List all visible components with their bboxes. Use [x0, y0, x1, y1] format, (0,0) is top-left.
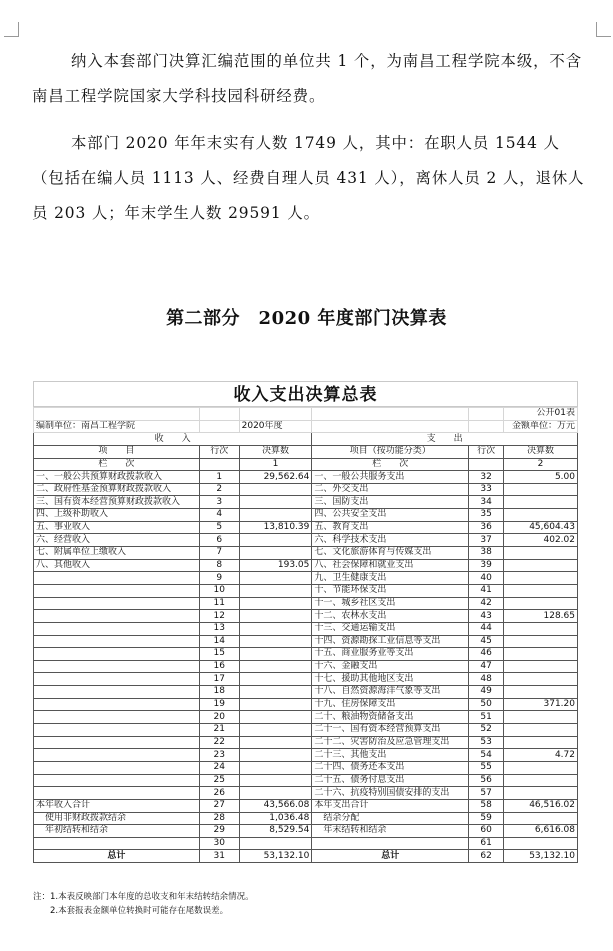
income-amount-cell: 43,566.08: [239, 799, 312, 812]
year-label: 2020年度: [239, 420, 312, 433]
spreadsheet-image: [33, 381, 578, 919]
form-code-row: [34, 408, 578, 421]
income-line-cell: 16: [199, 660, 239, 673]
expense-item-cell: 二十三、其他支出: [312, 749, 469, 762]
col-income-no: 1: [239, 458, 312, 471]
table-row: [34, 483, 578, 496]
expense-amount-cell: [504, 547, 578, 560]
expense-line-cell: 56: [469, 774, 504, 787]
expense-item-cell: 三、国防支出: [312, 496, 469, 509]
income-line-cell: 24: [199, 761, 239, 774]
income-line-cell: 30: [199, 837, 239, 850]
expense-line-cell: 58: [469, 799, 504, 812]
income-amount-cell: [239, 837, 312, 850]
expense-line-cell: 35: [469, 509, 504, 522]
income-amount-cell: [239, 711, 312, 724]
table-row: [34, 496, 578, 509]
income-amount-cell: [239, 496, 312, 509]
table-row: [34, 547, 578, 560]
expense-amount-cell: [504, 496, 578, 509]
expense-item-cell: 六、科学技术支出: [312, 534, 469, 547]
total-row: [34, 850, 578, 863]
table-row: [34, 812, 578, 825]
expense-amount-cell: [504, 635, 578, 648]
expense-line-cell: 42: [469, 597, 504, 610]
expense-line-cell: 36: [469, 521, 504, 534]
income-item-cell: 二、政府性基金预算财政拨款收入: [34, 483, 200, 496]
income-item-cell: 八、其他收入: [34, 559, 200, 572]
column-number-row: [34, 458, 578, 471]
expense-line-cell: 44: [469, 622, 504, 635]
income-amount-cell: 13,810.39: [239, 521, 312, 534]
income-item-cell: 六、经营收入: [34, 534, 200, 547]
section-title: 第二部分 2020 年度部门决算表: [166, 308, 447, 329]
income-line-cell: 15: [199, 648, 239, 661]
income-amount-cell: 29,562.64: [239, 471, 312, 484]
expense-item-cell: 十、节能环保支出: [312, 584, 469, 597]
income-amount-cell: [239, 483, 312, 496]
col-amount: 决算数: [239, 445, 312, 458]
income-amount-cell: [239, 622, 312, 635]
expense-item-cell: 十五、商业服务业等支出: [312, 648, 469, 661]
expense-line-cell: 50: [469, 698, 504, 711]
expense-line-cell: 33: [469, 483, 504, 496]
income-line-cell: 12: [199, 610, 239, 623]
income-item-cell: 四、上级补助收入: [34, 509, 200, 522]
income-amount-cell: [239, 698, 312, 711]
expense-line-cell: 53: [469, 736, 504, 749]
expense-amount-cell: [504, 572, 578, 585]
income-line-cell: 19: [199, 698, 239, 711]
col-row-label: 栏 次: [34, 458, 200, 471]
income-amount-cell: 53,132.10: [239, 850, 312, 863]
expense-amount-cell: 6,616.08: [504, 825, 578, 838]
expense-amount-cell: [504, 711, 578, 724]
income-amount-cell: [239, 648, 312, 661]
income-line-cell: 6: [199, 534, 239, 547]
expense-line-cell: 51: [469, 711, 504, 724]
expense-line-cell: 60: [469, 825, 504, 838]
income-item-cell: [34, 711, 200, 724]
table-row: [34, 749, 578, 762]
expense-item-cell: 二、外交支出: [312, 483, 469, 496]
income-item-cell: [34, 736, 200, 749]
expense-amount-cell: 128.65: [504, 610, 578, 623]
expense-amount-cell: [504, 761, 578, 774]
income-amount-cell: 1,036.48: [239, 812, 312, 825]
income-amount-cell: [239, 572, 312, 585]
table-row: [34, 648, 578, 661]
table-row: [34, 698, 578, 711]
income-line-cell: 2: [199, 483, 239, 496]
expense-item-cell: 九、卫生健康支出: [312, 572, 469, 585]
expense-amount-cell: [504, 724, 578, 737]
income-item-cell: 一、一般公共预算财政拨款收入: [34, 471, 200, 484]
income-item-cell: [34, 724, 200, 737]
income-line-cell: 11: [199, 597, 239, 610]
income-header: 收 入: [34, 433, 312, 446]
income-item-cell: [34, 686, 200, 699]
meta-row: [34, 420, 578, 433]
expense-item-cell: 五、教育支出: [312, 521, 469, 534]
income-item-cell: [34, 572, 200, 585]
table-row: [34, 584, 578, 597]
expense-item-cell: 二十四、债务还本支出: [312, 761, 469, 774]
expense-amount-cell: [504, 736, 578, 749]
expense-item-cell: 二十六、抗疫特别国债安排的支出: [312, 787, 469, 800]
expense-line-cell: 54: [469, 749, 504, 762]
expense-line-cell: 38: [469, 547, 504, 560]
table-row: [34, 559, 578, 572]
expense-header: 支 出: [312, 433, 578, 446]
table-row: [34, 597, 578, 610]
income-amount-cell: [239, 761, 312, 774]
expense-line-cell: 59: [469, 812, 504, 825]
income-item-cell: [34, 787, 200, 800]
income-line-cell: 3: [199, 496, 239, 509]
expense-line-cell: 55: [469, 761, 504, 774]
income-line-cell: 13: [199, 622, 239, 635]
expense-item-cell: 十六、金融支出: [312, 660, 469, 673]
income-item-cell: [34, 648, 200, 661]
income-line-cell: 28: [199, 812, 239, 825]
income-item-cell: [34, 660, 200, 673]
income-line-cell: 21: [199, 724, 239, 737]
income-item-cell: [34, 622, 200, 635]
expense-amount-cell: [504, 774, 578, 787]
income-amount-cell: [239, 724, 312, 737]
expense-item-cell: 总计: [312, 850, 469, 863]
table-row: [34, 635, 578, 648]
table-row: [34, 509, 578, 522]
income-item-cell: 年初结转和结余: [34, 825, 200, 838]
income-line-cell: 26: [199, 787, 239, 800]
income-line-cell: 22: [199, 736, 239, 749]
income-amount-cell: [239, 509, 312, 522]
income-line-cell: 17: [199, 673, 239, 686]
page-corner-mark-left: [4, 22, 19, 37]
page-corner-mark-right: [596, 22, 611, 37]
income-amount-cell: [239, 736, 312, 749]
note-1: 注：1.本表反映部门本年度的总收支和年末结转结余情况。: [33, 892, 254, 902]
expense-line-cell: 32: [469, 471, 504, 484]
expense-item-cell: 四、公共安全支出: [312, 509, 469, 522]
income-amount-cell: [239, 534, 312, 547]
expense-amount-cell: [504, 660, 578, 673]
expense-amount-cell: [504, 686, 578, 699]
expense-amount-cell: [504, 648, 578, 661]
col-line: 行次: [199, 445, 239, 458]
income-item-cell: [34, 584, 200, 597]
income-amount-cell: [239, 547, 312, 560]
income-item-cell: [34, 761, 200, 774]
expense-item-cell: 二十一、国有资本经营预算支出: [312, 724, 469, 737]
income-amount-cell: [239, 610, 312, 623]
col-line-2: 行次: [469, 445, 504, 458]
table-notes: [33, 890, 254, 918]
col-item-func: 项目（按功能分类）: [312, 445, 469, 458]
income-line-cell: 8: [199, 559, 239, 572]
expense-item-cell: [312, 837, 469, 850]
income-line-cell: 29: [199, 825, 239, 838]
table-row: [34, 724, 578, 737]
expense-line-cell: 41: [469, 584, 504, 597]
expense-amount-cell: [504, 837, 578, 850]
expense-amount-cell: [504, 622, 578, 635]
income-line-cell: 27: [199, 799, 239, 812]
table-row: [34, 837, 578, 850]
col-amount-2: 决算数: [504, 445, 578, 458]
income-amount-cell: 8,529.54: [239, 825, 312, 838]
income-amount-cell: [239, 660, 312, 673]
income-item-cell: [34, 698, 200, 711]
income-item-cell: [34, 837, 200, 850]
col-expense-no: 2: [504, 458, 578, 471]
income-item-cell: 总计: [34, 850, 200, 863]
table-row: [34, 761, 578, 774]
income-item-cell: 本年收入合计: [34, 799, 200, 812]
table-row: [34, 799, 578, 812]
income-item-cell: 使用非财政拨款结余: [34, 812, 200, 825]
expense-item-cell: 十七、援助其他地区支出: [312, 673, 469, 686]
expense-item-cell: 二十五、债务付息支出: [312, 774, 469, 787]
income-item-cell: [34, 610, 200, 623]
expense-amount-cell: [504, 584, 578, 597]
expense-item-cell: 本年支出合计: [312, 799, 469, 812]
table-row: [34, 471, 578, 484]
expense-amount-cell: [504, 597, 578, 610]
income-line-cell: 31: [199, 850, 239, 863]
expense-amount-cell: [504, 483, 578, 496]
table-row: [34, 736, 578, 749]
expense-item-cell: 二十、粮油物资储备支出: [312, 711, 469, 724]
unit-label: 编制单位：南昌工程学院: [34, 420, 200, 433]
income-line-cell: 5: [199, 521, 239, 534]
table-row: [34, 711, 578, 724]
table-row: [34, 774, 578, 787]
expense-item-cell: 十四、资源勘探工业信息等支出: [312, 635, 469, 648]
expense-item-cell: 结余分配: [312, 812, 469, 825]
income-amount-cell: [239, 749, 312, 762]
expense-line-cell: 57: [469, 787, 504, 800]
col-item: 项 目: [34, 445, 200, 458]
table-row: [34, 572, 578, 585]
income-item-cell: [34, 774, 200, 787]
expense-item-cell: 七、文化旅游体育与传媒支出: [312, 547, 469, 560]
income-amount-cell: [239, 597, 312, 610]
expense-line-cell: 52: [469, 724, 504, 737]
expense-amount-cell: 371.20: [504, 698, 578, 711]
income-expense-table: [33, 407, 578, 863]
amount-unit-label: 金额单位：万元: [504, 420, 578, 433]
expense-line-cell: 43: [469, 610, 504, 623]
expense-line-cell: 34: [469, 496, 504, 509]
income-line-cell: 25: [199, 774, 239, 787]
col-row-label-2: 栏 次: [312, 458, 469, 471]
income-item-cell: 五、事业收入: [34, 521, 200, 534]
expense-line-cell: 62: [469, 850, 504, 863]
expense-item-cell: 十九、住房保障支出: [312, 698, 469, 711]
income-item-cell: [34, 673, 200, 686]
table-row: [34, 610, 578, 623]
table-row: [34, 686, 578, 699]
table-row: [34, 534, 578, 547]
income-line-cell: 9: [199, 572, 239, 585]
income-line-cell: 14: [199, 635, 239, 648]
income-amount-cell: [239, 774, 312, 787]
table-title: 收入支出决算总表: [33, 381, 578, 407]
expense-item-cell: 十八、自然资源海洋气象等支出: [312, 686, 469, 699]
income-line-cell: 20: [199, 711, 239, 724]
income-amount-cell: [239, 584, 312, 597]
expense-amount-cell: [504, 787, 578, 800]
expense-line-cell: 37: [469, 534, 504, 547]
expense-amount-cell: [504, 812, 578, 825]
table-row: [34, 660, 578, 673]
expense-amount-cell: [504, 509, 578, 522]
expense-item-cell: 年末结转和结余: [312, 825, 469, 838]
income-amount-cell: 193.05: [239, 559, 312, 572]
expense-amount-cell: [504, 559, 578, 572]
income-line-cell: 7: [199, 547, 239, 560]
table-row: [34, 787, 578, 800]
intro-paragraph-1: 纳入本套部门决算汇编范围的单位共 1 个，为南昌工程学院本级，不含南昌工程学院国家大学科技园科研经费。: [32, 52, 582, 105]
expense-line-cell: 48: [469, 673, 504, 686]
expense-amount-cell: 4.72: [504, 749, 578, 762]
expense-line-cell: 45: [469, 635, 504, 648]
table-row: [34, 521, 578, 534]
income-line-cell: 1: [199, 471, 239, 484]
expense-line-cell: 46: [469, 648, 504, 661]
expense-line-cell: 39: [469, 559, 504, 572]
expense-item-cell: 二十二、灾害防治及应急管理支出: [312, 736, 469, 749]
expense-amount-cell: [504, 673, 578, 686]
income-amount-cell: [239, 686, 312, 699]
expense-amount-cell: 5.00: [504, 471, 578, 484]
income-line-cell: 18: [199, 686, 239, 699]
income-item-cell: 三、国有资本经营预算财政拨款收入: [34, 496, 200, 509]
expense-item-cell: 十三、交通运输支出: [312, 622, 469, 635]
form-code: 公开01表: [504, 408, 578, 421]
expense-item-cell: 十一、城乡社区支出: [312, 597, 469, 610]
expense-line-cell: 40: [469, 572, 504, 585]
expense-amount-cell: 402.02: [504, 534, 578, 547]
expense-line-cell: 61: [469, 837, 504, 850]
income-amount-cell: [239, 787, 312, 800]
note-2: 2.本套报表金额单位转换时可能存在尾数误差。: [33, 906, 229, 916]
expense-line-cell: 47: [469, 660, 504, 673]
table-row: [34, 825, 578, 838]
expense-amount-cell: 46,516.02: [504, 799, 578, 812]
column-header-row: [34, 445, 578, 458]
income-amount-cell: [239, 673, 312, 686]
group-header-row: [34, 433, 578, 446]
expense-amount-cell: 45,604.43: [504, 521, 578, 534]
income-line-cell: 23: [199, 749, 239, 762]
expense-line-cell: 49: [469, 686, 504, 699]
income-line-cell: 10: [199, 584, 239, 597]
expense-item-cell: 十二、农林水支出: [312, 610, 469, 623]
expense-item-cell: 八、社会保障和就业支出: [312, 559, 469, 572]
income-item-cell: [34, 597, 200, 610]
expense-item-cell: 一、一般公共服务支出: [312, 471, 469, 484]
income-line-cell: 4: [199, 509, 239, 522]
table-row: [34, 673, 578, 686]
intro-paragraph-2: 本部门 2020 年年末实有人数 1749 人，其中：在职人员 1544 人（包括在编人员 1113 人、经费自理人员 431 人），离休人员 2 人，退休人员 203 人；年末学生人数 29591 人。: [32, 134, 585, 222]
income-amount-cell: [239, 635, 312, 648]
income-item-cell: 七、附属单位上缴收入: [34, 547, 200, 560]
income-item-cell: [34, 635, 200, 648]
income-item-cell: [34, 749, 200, 762]
table-row: [34, 622, 578, 635]
expense-amount-cell: 53,132.10: [504, 850, 578, 863]
